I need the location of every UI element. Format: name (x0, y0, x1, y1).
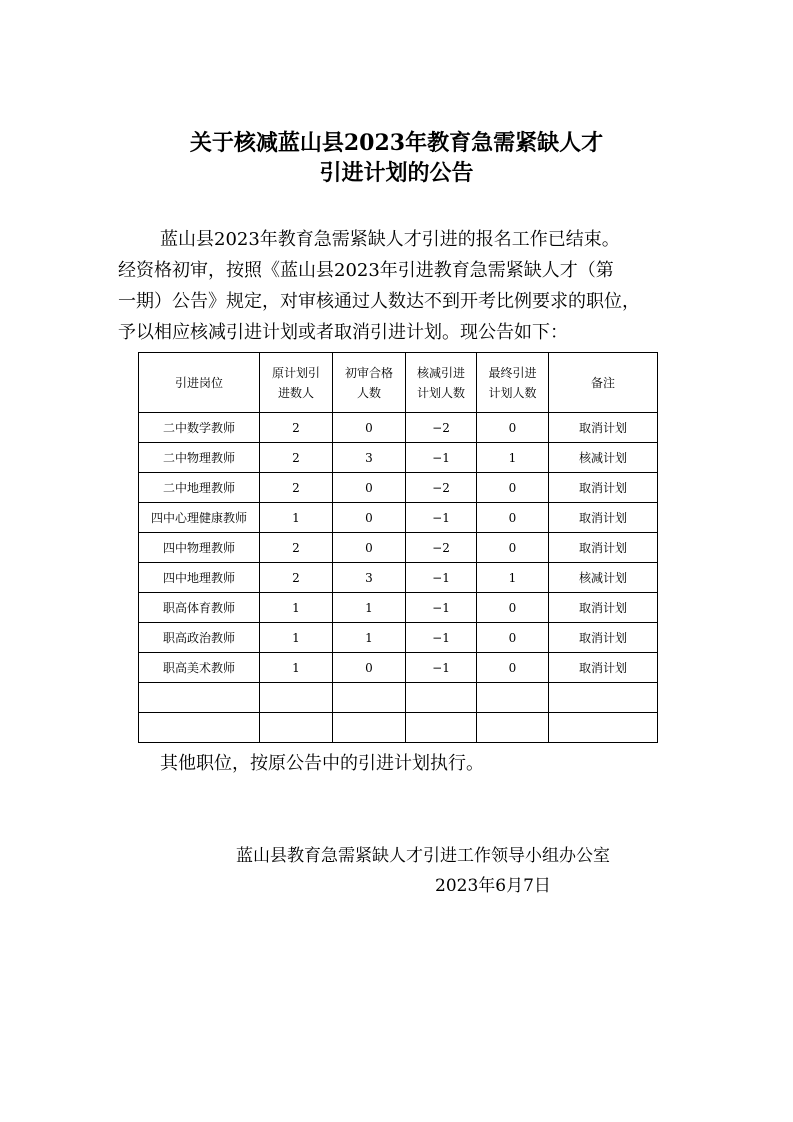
cell-position: 四中物理教师 (139, 533, 260, 563)
cell-original-plan: 2 (260, 533, 333, 563)
cell-remarks: 取消计划 (549, 653, 658, 683)
cell-remarks: 取消计划 (549, 503, 658, 533)
cell-reduction: −1 (406, 653, 477, 683)
cell-position (139, 713, 260, 743)
cell-final-plan: 0 (477, 473, 549, 503)
table-row (139, 683, 658, 713)
issue-date: 2023年6月7日 (435, 876, 551, 896)
cell-original-plan: 2 (260, 443, 333, 473)
cell-final-plan: 0 (477, 413, 549, 443)
intro-line: 一期）公告》规定，对审核通过人数达不到开考比例要求的职位， (118, 291, 640, 312)
cell-qualified-count: 0 (333, 413, 406, 443)
table-row (139, 653, 658, 683)
cell-position: 二中地理教师 (139, 473, 260, 503)
table-row (139, 413, 658, 443)
intro-line: 蓝山县2023年教育急需紧缺人才引进的报名工作已结束。 (160, 229, 620, 250)
cell-position: 职高美术教师 (139, 653, 260, 683)
header-original-plan: 原计划引 进数人 (260, 353, 333, 413)
cell-qualified-count: 3 (333, 563, 406, 593)
intro-line: 予以相应核减引进计划或者取消引进计划。现公告如下： (118, 322, 568, 343)
cell-remarks: 核减计划 (549, 563, 658, 593)
cell-remarks: 核减计划 (549, 443, 658, 473)
cell-qualified-count (333, 713, 406, 743)
cell-position: 二中物理教师 (139, 443, 260, 473)
cell-remarks: 取消计划 (549, 473, 658, 503)
cell-reduction: −1 (406, 563, 477, 593)
cell-original-plan (260, 683, 333, 713)
header-reduction: 核减引进 计划人数 (406, 353, 477, 413)
cell-position: 二中数学教师 (139, 413, 260, 443)
cell-position: 四中心理健康教师 (139, 503, 260, 533)
header-remarks: 备注 (549, 353, 658, 413)
intro-paragraph (118, 224, 678, 348)
cell-remarks: 取消计划 (549, 413, 658, 443)
cell-reduction (406, 713, 477, 743)
table-row (139, 533, 658, 563)
cell-final-plan (477, 683, 549, 713)
cell-final-plan (477, 713, 549, 743)
cell-remarks (549, 683, 658, 713)
cell-final-plan: 0 (477, 533, 549, 563)
cell-remarks: 取消计划 (549, 533, 658, 563)
table-row (139, 713, 658, 743)
cell-remarks (549, 713, 658, 743)
cell-qualified-count: 1 (333, 593, 406, 623)
header-qualified-count: 初审合格 人数 (333, 353, 406, 413)
table-row (139, 443, 658, 473)
cell-original-plan: 1 (260, 503, 333, 533)
cell-remarks: 取消计划 (549, 623, 658, 653)
cell-remarks: 取消计划 (549, 593, 658, 623)
table-row (139, 473, 658, 503)
cell-qualified-count: 0 (333, 653, 406, 683)
cell-reduction: −2 (406, 413, 477, 443)
table-header-row (139, 353, 658, 413)
table-row (139, 623, 658, 653)
cell-qualified-count: 0 (333, 473, 406, 503)
header-final-plan: 最终引进 计划人数 (477, 353, 549, 413)
cell-qualified-count: 0 (333, 533, 406, 563)
cell-reduction (406, 683, 477, 713)
table-row (139, 593, 658, 623)
closing-note: 其他职位，按原公告中的引进计划执行。 (160, 753, 484, 774)
cell-final-plan: 1 (477, 443, 549, 473)
cell-position: 职高体育教师 (139, 593, 260, 623)
cell-final-plan: 0 (477, 503, 549, 533)
cell-position: 四中地理教师 (139, 563, 260, 593)
cell-original-plan: 2 (260, 473, 333, 503)
table-row (139, 563, 658, 593)
cell-final-plan: 0 (477, 593, 549, 623)
intro-line: 经资格初审，按照《蓝山县2023年引进教育急需紧缺人才（第 (118, 260, 614, 281)
cell-qualified-count: 3 (333, 443, 406, 473)
cell-original-plan: 1 (260, 623, 333, 653)
cell-reduction: −1 (406, 623, 477, 653)
document-title-line-1: 关于核减蓝山县2023年教育急需紧缺人才 (189, 130, 604, 156)
table-row (139, 503, 658, 533)
cell-final-plan: 0 (477, 623, 549, 653)
header-position: 引进岗位 (139, 353, 260, 413)
issuer-signature: 蓝山县教育急需紧缺人才引进工作领导小组办公室 (236, 846, 610, 866)
cell-qualified-count: 1 (333, 623, 406, 653)
cell-original-plan: 2 (260, 413, 333, 443)
cell-reduction: −1 (406, 503, 477, 533)
cell-position: 职高政治教师 (139, 623, 260, 653)
cell-original-plan: 2 (260, 563, 333, 593)
cell-original-plan (260, 713, 333, 743)
document-title-line-2: 引进计划的公告 (319, 160, 474, 186)
cell-original-plan: 1 (260, 593, 333, 623)
cell-position (139, 683, 260, 713)
cell-reduction: −1 (406, 593, 477, 623)
cell-qualified-count: 0 (333, 503, 406, 533)
cell-original-plan: 1 (260, 653, 333, 683)
cell-reduction: −2 (406, 473, 477, 503)
cell-qualified-count (333, 683, 406, 713)
cell-reduction: −2 (406, 533, 477, 563)
cell-reduction: −1 (406, 443, 477, 473)
reduction-table (138, 352, 658, 743)
cell-final-plan: 0 (477, 653, 549, 683)
cell-final-plan: 1 (477, 563, 549, 593)
